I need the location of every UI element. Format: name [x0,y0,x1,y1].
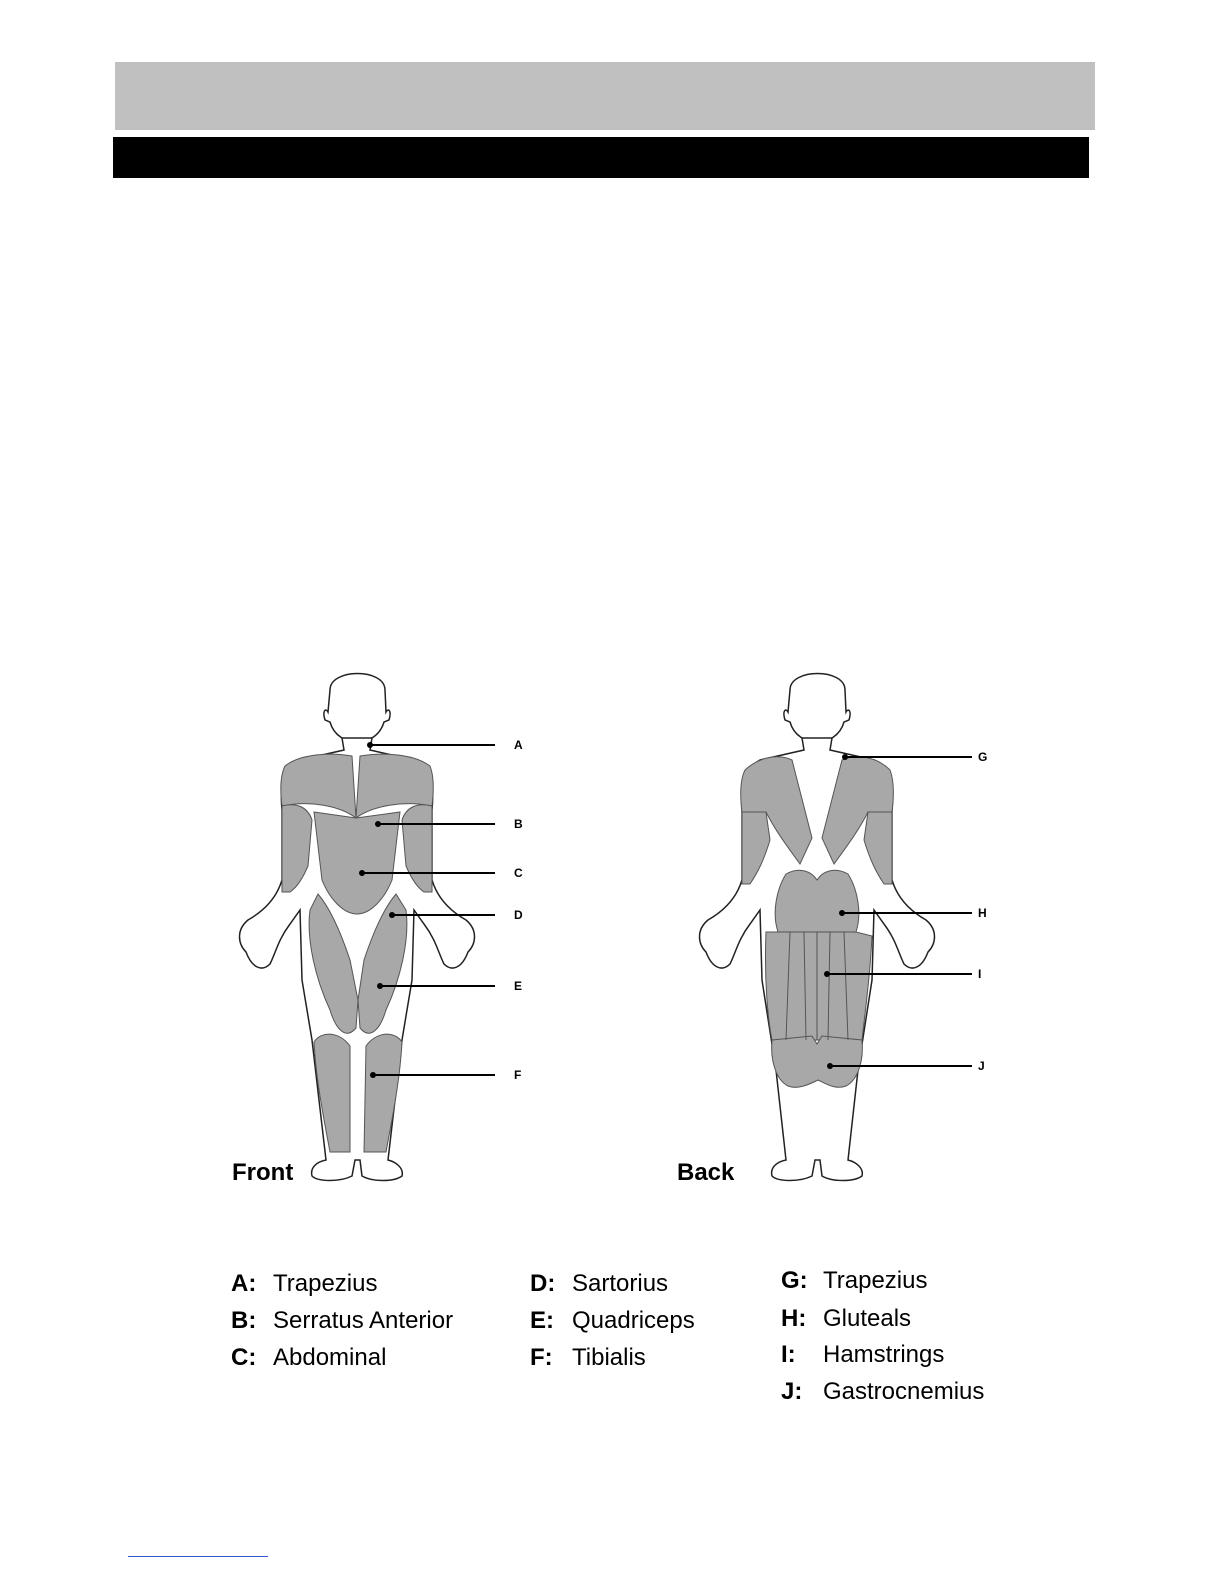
legend-key: C: [231,1344,257,1371]
legend-name: Sartorius [572,1270,669,1297]
header-title-bar [113,137,1089,178]
pointer-letter: F [514,1068,522,1082]
legend-name: Quadriceps [572,1307,695,1334]
legend-key: B: [231,1307,257,1334]
legend-item [231,1270,377,1298]
legend-item [530,1344,646,1372]
legend-item [781,1378,984,1406]
back-calves [772,1036,863,1087]
pointer-letter: A [514,738,523,752]
legend-item [781,1341,944,1369]
pointer-letter: J [978,1059,985,1073]
pointer-letter: I [978,967,982,981]
legend-item [781,1267,927,1295]
pointer-letter: D [514,908,523,922]
legend-name: Trapezius [823,1267,928,1294]
header-banner [115,62,1095,130]
legend-item [231,1307,453,1335]
legend-key: J: [781,1378,803,1405]
legend-name: Gluteals [823,1305,912,1332]
pointer-letter: H [978,906,987,920]
front-figure [240,674,475,1181]
legend-item [781,1305,911,1333]
legend-name: Gastrocnemius [823,1378,985,1405]
legend-key: D: [530,1270,556,1297]
front-view-label: Front [232,1159,294,1186]
legend-name: Serratus Anterior [273,1307,454,1334]
legend-key: A: [231,1270,257,1297]
legend-name: Trapezius [273,1270,378,1297]
back-view-label: Back [677,1159,735,1186]
footer-rule [128,1556,268,1557]
back-gluteals [775,870,859,932]
legend-key: G: [781,1267,808,1294]
legend-key: H: [781,1305,807,1332]
muscle-diagram [0,660,1225,1200]
front-head [324,674,390,743]
legend-name: Hamstrings [823,1341,945,1368]
legend-key: I: [781,1341,796,1368]
legend-name: Abdominal [273,1344,387,1371]
legend-key: E: [530,1307,554,1334]
front-shin-left [314,1034,350,1152]
pointer-letter: B [514,817,523,831]
back-hamstrings [765,932,872,1040]
pointer-letter: G [978,750,988,764]
back-head [784,674,850,743]
legend-item [530,1307,695,1335]
legend-item [530,1270,668,1298]
legend-item [231,1344,386,1372]
pointer-letter: E [514,979,523,993]
legend-key: F: [530,1344,553,1371]
front-shin-right [364,1034,402,1152]
legend-name: Tibialis [572,1344,646,1371]
pointer-letter: C [514,866,523,880]
